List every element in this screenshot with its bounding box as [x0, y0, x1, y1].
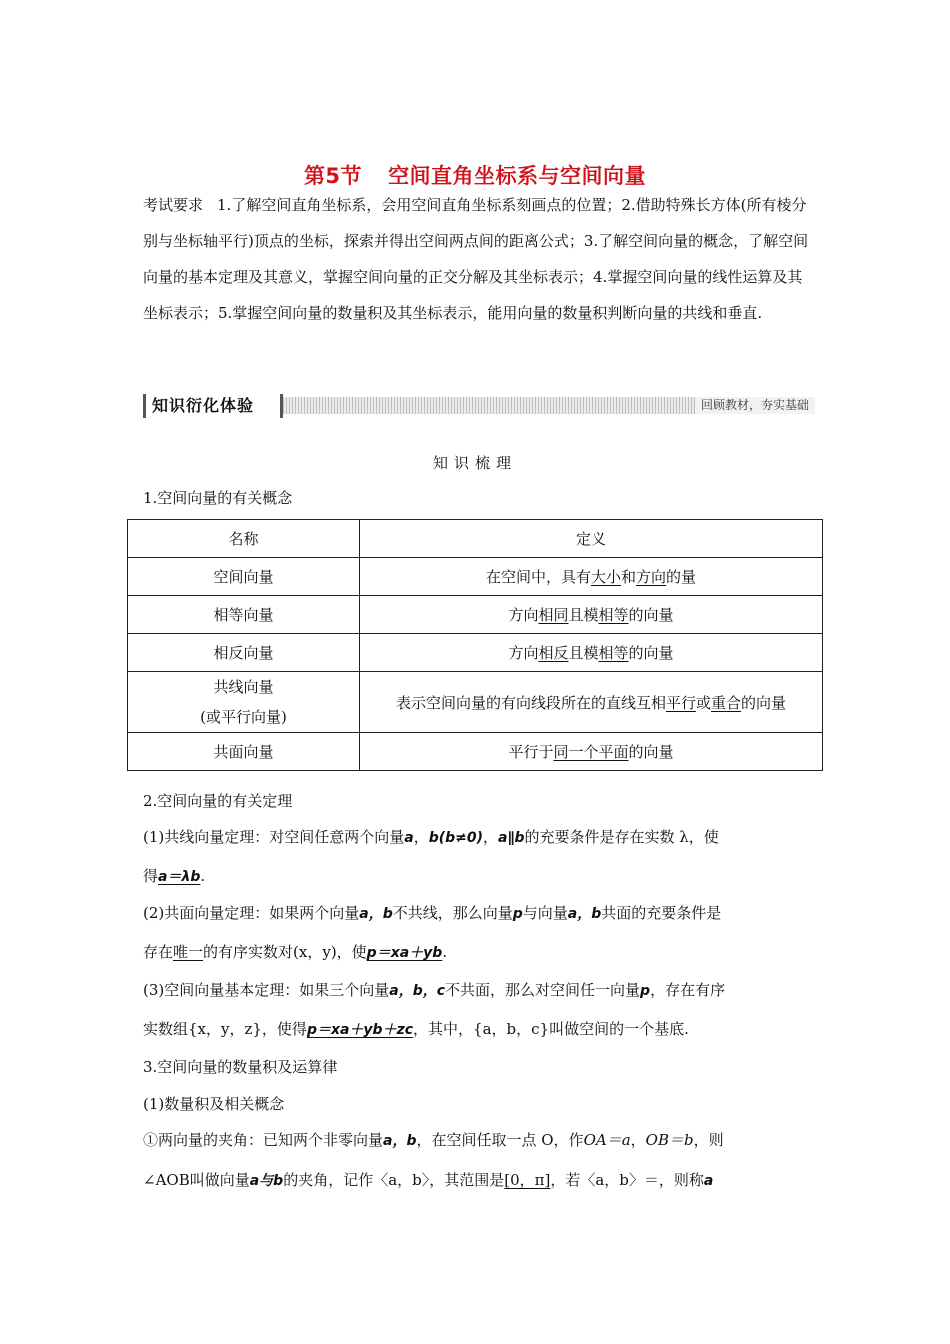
- term-name: 相等向量: [128, 596, 360, 634]
- table-row: [128, 672, 823, 733]
- table-header-row: [128, 520, 823, 558]
- term-name: 相反向量: [128, 634, 360, 672]
- term-name: 共面向量: [128, 733, 360, 771]
- knowledge-summary-title: 知识梳理: [432, 454, 517, 472]
- page-title: [0, 160, 950, 190]
- table-row: [128, 596, 823, 634]
- angle-definition-line2: ∠AOB叫做向量a与b的夹角，记作〈a，b〉，其范围是[0，π]，若〈a，b〉＝，则称a: [143, 1171, 714, 1189]
- collinear-theorem-line1: (1)共线向量定理：对空间任意两个向量a，b(b≠0)，a∥b的充要条件是存在实数 λ，使: [143, 828, 719, 846]
- section-banner: [143, 394, 815, 418]
- table-row: [128, 733, 823, 771]
- term-definition: 方向相反且模相等的向量: [360, 634, 823, 672]
- coplanar-theorem-line1: (2)共面向量定理：如果两个向量a，b不共线，那么向量p与向量a，b共面的充要条件是: [143, 904, 722, 922]
- angle-definition-line1: ①两向量的夹角：已知两个非零向量a，b，在空间任取一点 O，作OA＝a，OB＝b，则: [143, 1131, 724, 1149]
- section-number: 第5节: [303, 164, 363, 188]
- term-name: 空间向量: [128, 558, 360, 596]
- term-definition: 在空间中，具有大小和方向的量: [360, 558, 823, 596]
- dot-product-subheading: (1)数量积及相关概念: [143, 1095, 285, 1113]
- basis-theorem-line2: 实数组{x，y，z}，使得p＝xa＋yb＋zc，其中，{a，b，c}叫做空间的一个基底.: [143, 1020, 689, 1038]
- term-definition: 表示空间向量的有向线段所在的直线互相平行或重合的向量: [360, 672, 823, 733]
- banner-left-label: 知识衍化体验: [143, 394, 283, 418]
- term-name: 共线向量 (或平行向量): [128, 672, 360, 733]
- coplanar-theorem-line2: 存在唯一的有序实数对(x，y)，使p＝xa＋yb.: [143, 943, 448, 961]
- theorems-heading: 2.空间向量的有关定理: [143, 792, 293, 810]
- table-row: [128, 558, 823, 596]
- section-name: 空间直角坐标系与空间向量: [388, 164, 647, 188]
- concepts-heading: 1.空间向量的有关概念: [143, 489, 293, 507]
- col-name-header: 名称: [128, 520, 360, 558]
- exam-requirements-label: 考试要求: [143, 196, 204, 214]
- dot-product-heading: 3.空间向量的数量积及运算律: [143, 1058, 338, 1076]
- concepts-table: [127, 519, 823, 771]
- exam-requirements-text: 1.了解空间直角坐标系，会用空间直角坐标系刻画点的位置；2.借助特殊长方体(所有棱分别与坐标轴平行)顶点的坐标，探索并得出空间两点间的距离公式；3.了解空间向量的概念，了解空间向量的基本定理及其意义，掌握空间向量的正交分解及其坐标表示；4.掌握空间向量的线性运算及其坐标表示；5.掌握空间向量的数量积及其坐标表示，能用向量的数量积判断向量的共线和垂直.: [143, 196, 809, 322]
- banner-right-label: 回顾教材，夯实基础: [695, 397, 815, 414]
- exam-requirements: [143, 187, 811, 331]
- basis-theorem-line1: (3)空间向量基本定理：如果三个向量a，b，c不共面，那么对空间任一向量p，存在有序: [143, 981, 726, 999]
- term-definition: 方向相同且模相等的向量: [360, 596, 823, 634]
- col-definition-header: 定义: [360, 520, 823, 558]
- table-row: [128, 634, 823, 672]
- collinear-theorem-line2: 得a＝λb.: [143, 867, 206, 885]
- term-definition: 平行于同一个平面的向量: [360, 733, 823, 771]
